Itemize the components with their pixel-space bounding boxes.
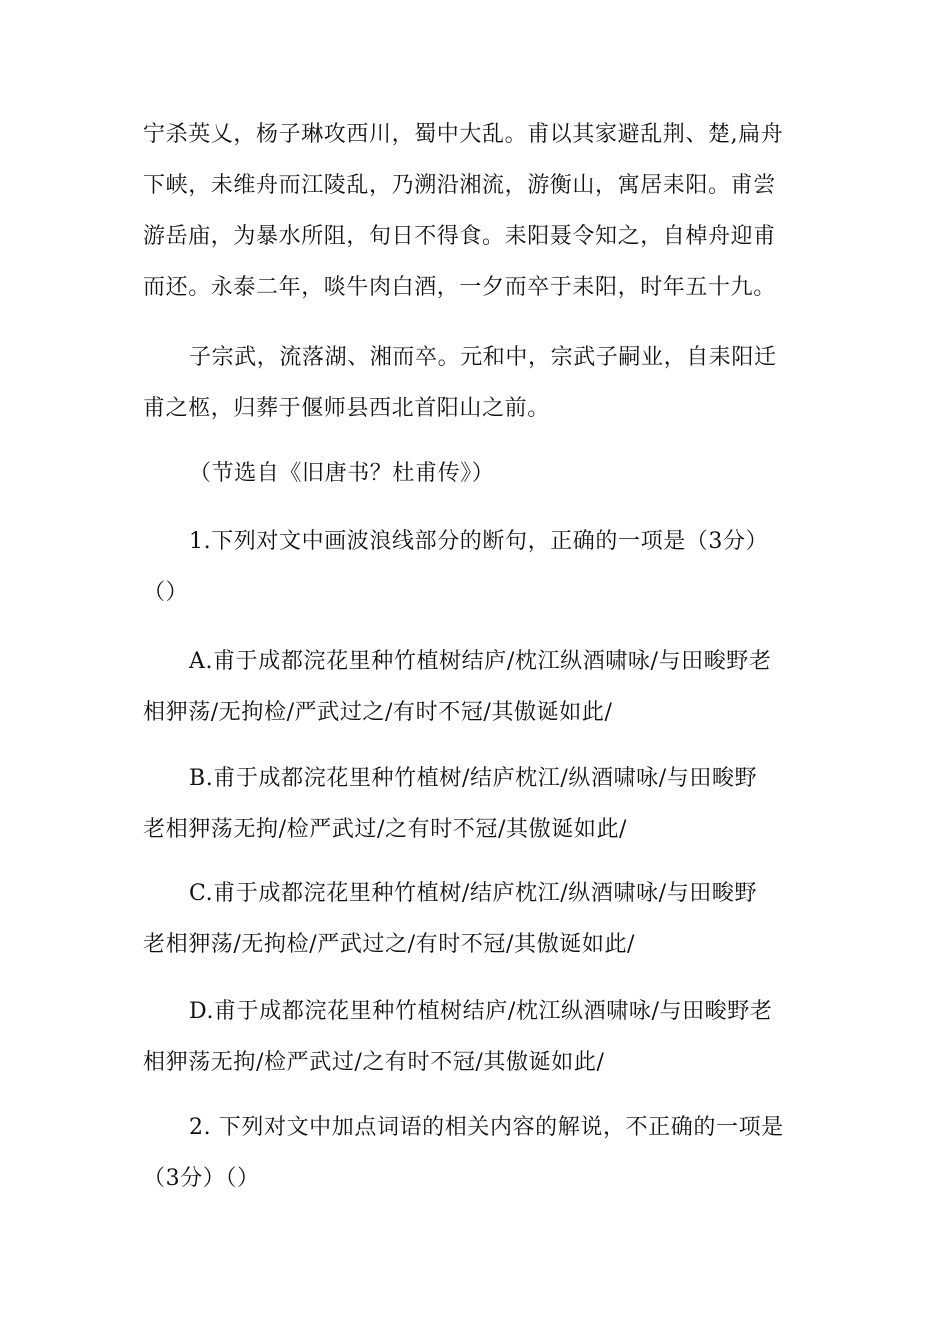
text-line: 子宗武，流落湖、湘而卒。元和中，宗武子嗣业，自耒阳迁 <box>189 345 777 370</box>
text-line: 老相狎荡无拘/检严武过/之有时不冠/其傲诞如此/ <box>143 817 628 842</box>
text-line: 2. 下列对文中加点词语的相关内容的解说，不正确的一项是 <box>189 1115 784 1140</box>
text-line: 1.下列对文中画波浪线部分的断句，正确的一项是（3分） <box>189 529 769 554</box>
question-1-option-d <box>143 986 811 1088</box>
question-2 <box>143 1102 811 1204</box>
text-line: 相狎荡无拘/检严武过/之有时不冠/其傲诞如此/ <box>143 1050 605 1075</box>
question-1-option-b <box>143 753 811 855</box>
question-1 <box>143 516 811 618</box>
text-line: （3分）（） <box>143 1166 260 1191</box>
text-line: A.甫于成都浣花里种竹植树结庐/枕江纵酒啸咏/与田畯野老 <box>189 649 772 674</box>
text-line: （节选自《旧唐书？杜甫传》） <box>189 461 495 486</box>
text-line: （） <box>143 580 189 605</box>
text-line: 游岳庙，为暴水所阻，旬日不得食。耒阳聂令知之，自棹舟迎甫 <box>143 224 776 249</box>
question-1-option-c <box>143 868 811 970</box>
text-line: B.甫于成都浣花里种竹植树/结庐枕江/纵酒啸咏/与田畯野 <box>189 766 758 791</box>
text-line: 相狎荡/无拘检/严武过之/有时不冠/其傲诞如此/ <box>143 700 613 725</box>
question-1-option-a <box>143 636 811 738</box>
source-citation <box>143 448 811 499</box>
text-line: 下峡，未维舟而江陵乱，乃溯沿湘流，游衡山，寓居耒阳。甫尝 <box>143 173 776 198</box>
text-line: 甫之柩，归葬于偃师县西北首阳山之前。 <box>143 396 550 421</box>
text-line: D.甫于成都浣花里种竹植树结庐/枕江纵酒啸咏/与田畯野老 <box>189 999 773 1024</box>
text-line: 老相狎荡/无拘检/严武过之/有时不冠/其傲诞如此/ <box>143 932 636 957</box>
text-line: 宁杀英乂，杨子琳攻西川，蜀中大乱。甫以其家避乱荆、楚,扁舟 <box>143 122 784 147</box>
text-line: C.甫于成都浣花里种竹植树/结庐枕江/纵酒啸咏/与田畯野 <box>189 881 758 906</box>
text-line: 而还。永泰二年，啖牛肉白酒，一夕而卒于耒阳，时年五十九。 <box>143 275 776 300</box>
paragraph-narrative <box>143 109 811 313</box>
paragraph-narrative-2 <box>143 332 811 434</box>
